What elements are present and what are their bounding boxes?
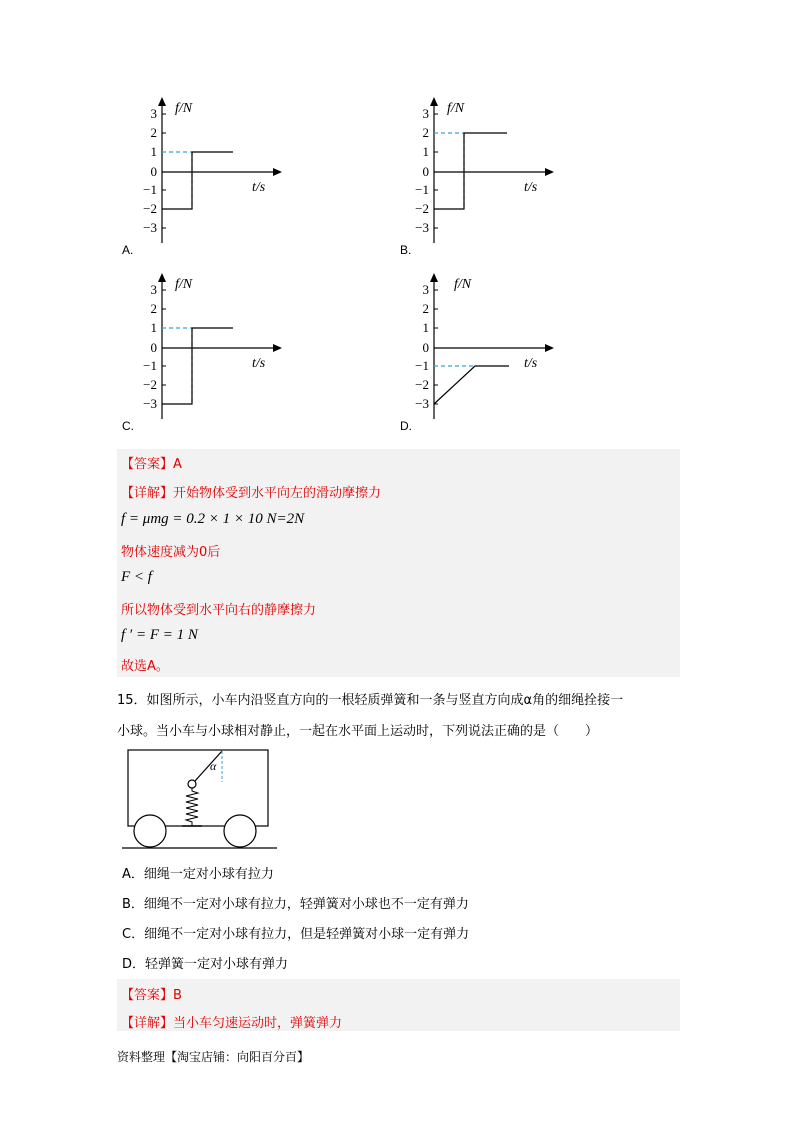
graph-b bbox=[392, 95, 572, 245]
detail-line-7: 故选A。 bbox=[121, 659, 169, 674]
choice-b: B．细绳不一定对小球有拉力，轻弹簧对小球也不一定有弹力 bbox=[122, 897, 469, 912]
tick: −2 bbox=[415, 377, 429, 392]
graph-c bbox=[120, 271, 300, 421]
angle-label: α bbox=[210, 759, 217, 773]
equation-static: f ′ = F = 1 N bbox=[121, 627, 198, 643]
y-axis-label: f/N bbox=[447, 101, 465, 116]
equation-friction: f = μmg = 0.2 × 1 × 10 N=2N bbox=[121, 511, 305, 527]
y-axis-label: f/N bbox=[454, 277, 472, 292]
question-15-line-1: 15．如图所示，小车内沿竖直方向的一根轻质弹簧和一条与竖直方向成α角的细绳拴接一 bbox=[117, 693, 624, 708]
tick: 0 bbox=[422, 340, 429, 355]
tick: −2 bbox=[415, 201, 429, 216]
tick: −1 bbox=[415, 182, 429, 197]
answer-label: 【答案】A bbox=[121, 457, 182, 472]
tick: 1 bbox=[150, 320, 157, 335]
detail-label-2: 【详解】当小车匀速运动时，弹簧弹力 bbox=[121, 1016, 343, 1031]
tick: 2 bbox=[422, 125, 429, 140]
graph-a bbox=[120, 95, 300, 245]
answer-box-2 bbox=[117, 979, 680, 1031]
question-15-line-2: 小球。当小车与小球相对静止，一起在水平面上运动时，下列说法正确的是（ ） bbox=[117, 724, 599, 739]
tick: −2 bbox=[143, 201, 157, 216]
tick: 3 bbox=[422, 282, 429, 297]
tick: 1 bbox=[422, 320, 429, 335]
footer-note: 资料整理【淘宝店铺：向阳百分百】 bbox=[117, 1050, 310, 1064]
y-axis-label: f/N bbox=[175, 101, 193, 116]
tick: 0 bbox=[150, 164, 157, 179]
tick: 1 bbox=[422, 144, 429, 159]
tick: −1 bbox=[143, 182, 157, 197]
x-axis-label: t/s bbox=[252, 356, 266, 371]
tick: −3 bbox=[143, 396, 157, 411]
tick: −3 bbox=[415, 396, 429, 411]
tick: 1 bbox=[150, 144, 157, 159]
tick: 0 bbox=[150, 340, 157, 355]
choice-c: C．细绳不一定对小球有拉力，但是轻弹簧对小球一定有弹力 bbox=[122, 927, 470, 942]
graph-d bbox=[392, 271, 572, 421]
detail-line-5: 所以物体受到水平向右的静摩擦力 bbox=[121, 603, 317, 618]
x-axis-label: t/s bbox=[524, 180, 538, 195]
option-c-label: C. bbox=[122, 419, 134, 433]
tick: 3 bbox=[150, 106, 157, 121]
option-d-label: D. bbox=[400, 419, 412, 433]
option-a-label: A. bbox=[122, 243, 134, 257]
tick: 2 bbox=[422, 301, 429, 316]
tick: −3 bbox=[143, 220, 157, 235]
equation-compare: F < f bbox=[121, 569, 152, 585]
option-b-label: B. bbox=[400, 243, 412, 257]
detail-line-3: 物体速度减为0后 bbox=[121, 545, 221, 560]
tick: −2 bbox=[143, 377, 157, 392]
answer-box-1 bbox=[117, 449, 680, 677]
x-axis-label: t/s bbox=[524, 356, 538, 371]
tick: −3 bbox=[415, 220, 429, 235]
tick: 3 bbox=[150, 282, 157, 297]
choice-a: A．细绳一定对小球有拉力 bbox=[122, 867, 274, 882]
tick: 2 bbox=[150, 301, 157, 316]
answer-label-2: 【答案】B bbox=[121, 988, 182, 1003]
choice-d: D．轻弹簧一定对小球有弹力 bbox=[122, 957, 289, 972]
y-axis-label: f/N bbox=[175, 277, 193, 292]
tick: 2 bbox=[150, 125, 157, 140]
detail-label: 【详解】开始物体受到水平向左的滑动摩擦力 bbox=[121, 486, 382, 501]
x-axis-label: t/s bbox=[252, 180, 266, 195]
tick: 0 bbox=[422, 164, 429, 179]
cart-diagram bbox=[122, 742, 282, 852]
tick: 3 bbox=[422, 106, 429, 121]
tick: −1 bbox=[143, 358, 157, 373]
tick: −1 bbox=[415, 358, 429, 373]
